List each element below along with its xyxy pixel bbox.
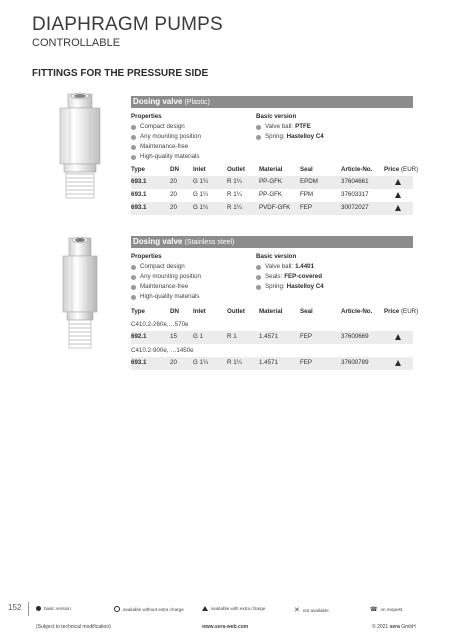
block2-title-bar bbox=[131, 236, 413, 248]
model-range-note: C410.2-900e, …1450e bbox=[131, 347, 194, 354]
bullet-icon bbox=[256, 135, 261, 140]
block1-basic-list bbox=[256, 122, 324, 142]
block1-basic-label: Basic version bbox=[256, 113, 297, 120]
model-range-note: C410.2-260e,…570e bbox=[131, 321, 189, 328]
legend-on-request: ☎ on request bbox=[370, 607, 403, 613]
plastic-dosing-valve-image bbox=[52, 90, 108, 210]
block2-title-material: (Stainless steel) bbox=[184, 239, 235, 246]
website-link[interactable]: www.sera-web.com bbox=[202, 624, 249, 630]
list-item: High-quality materials bbox=[131, 152, 201, 162]
block1-title-material: (Plastic) bbox=[184, 99, 210, 106]
bullet-icon bbox=[256, 265, 261, 270]
block1-title: Dosing valve bbox=[133, 97, 183, 106]
legend-without-extra-charge: available without extra charge bbox=[114, 606, 184, 612]
block1-properties-list bbox=[131, 122, 201, 162]
list-item: Spring: Hastelloy C4 bbox=[256, 282, 324, 292]
bullet-icon bbox=[131, 295, 136, 300]
block2-basic-label: Basic version bbox=[256, 253, 297, 260]
list-item: Any mounting position bbox=[131, 272, 201, 282]
list-item: Compact design bbox=[131, 262, 201, 272]
legend-basic-version: basic version bbox=[36, 606, 71, 611]
bullet-icon bbox=[256, 275, 261, 280]
bullet-icon bbox=[131, 145, 136, 150]
available-with-extra-charge-icon bbox=[395, 192, 401, 198]
block1-title-bar bbox=[131, 96, 413, 108]
bullet-icon bbox=[131, 135, 136, 140]
list-item: Maintenance-free bbox=[131, 142, 201, 152]
disclaimer: (Subject to technical modification) bbox=[36, 624, 111, 630]
legend-with-extra-charge: available with extra charge bbox=[202, 606, 265, 611]
table-header: Type DN Inlet Outlet Material Seal Article-No. Price (EUR) bbox=[131, 166, 419, 173]
footer-divider bbox=[28, 602, 29, 616]
block1-table bbox=[131, 164, 419, 215]
list-item: Maintenance-free bbox=[131, 282, 201, 292]
list-item: Valve ball: PTFE bbox=[256, 122, 324, 132]
bullet-icon bbox=[256, 125, 261, 130]
list-item: Any mounting position bbox=[131, 132, 201, 142]
list-item: High-quality materials bbox=[131, 292, 201, 302]
table-row: 693.1 20 G 1¼ R 1¼ PP-GFK FPM 37603317 bbox=[131, 189, 413, 202]
stainless-dosing-valve-image bbox=[55, 232, 105, 362]
block1-properties-label: Properties bbox=[131, 113, 162, 120]
block2-properties-label: Properties bbox=[131, 253, 162, 260]
section-title: FITTINGS FOR THE PRESSURE SIDE bbox=[32, 68, 209, 79]
cross-icon: ✕ bbox=[294, 607, 300, 614]
block2-table bbox=[131, 306, 419, 370]
block2-title: Dosing valve bbox=[133, 237, 183, 246]
bullet-icon bbox=[131, 125, 136, 130]
bullet-icon bbox=[131, 275, 136, 280]
table-row: 693.1 20 G 1¼ R 1¼ PP-GFK EPDM 37604661 bbox=[131, 176, 413, 189]
block2-basic-list bbox=[256, 262, 324, 292]
bullet-icon bbox=[131, 155, 136, 160]
table-row: 693.1 20 G 1¼ R 1¼ PVDF-GFK FEP 30072027 bbox=[131, 202, 413, 215]
page-number: 152 bbox=[8, 603, 22, 612]
list-item: Valve ball: 1.4401 bbox=[256, 262, 324, 272]
bullet-icon bbox=[131, 285, 136, 290]
phone-icon: ☎ bbox=[370, 607, 378, 613]
available-with-extra-charge-icon bbox=[395, 179, 401, 185]
legend-not-available: ✕ not available bbox=[294, 607, 329, 614]
triangle-icon bbox=[202, 606, 208, 611]
table-header: Type DN Inlet Outlet Material Seal Article-No. Price (EUR) bbox=[131, 308, 419, 315]
list-item: Compact design bbox=[131, 122, 201, 132]
available-with-extra-charge-icon bbox=[395, 334, 401, 340]
table-row: 693.1 20 G 1¼ R 1¼ 1.4571 FEP 37600789 bbox=[131, 357, 413, 370]
page-title: DIAPHRAGM PUMPS bbox=[32, 14, 223, 35]
bullet-icon bbox=[131, 265, 136, 270]
bullet-icon bbox=[256, 285, 261, 290]
block2-properties-list bbox=[131, 262, 201, 302]
page-subtitle: CONTROLLABLE bbox=[32, 37, 121, 49]
available-with-extra-charge-icon bbox=[395, 205, 401, 211]
open-circle-icon bbox=[114, 606, 120, 612]
available-with-extra-charge-icon bbox=[395, 360, 401, 366]
filled-circle-icon bbox=[36, 606, 41, 611]
list-item: Spring: Hastelloy C4 bbox=[256, 132, 324, 142]
list-item: Seals: FEP-covered bbox=[256, 272, 324, 282]
table-row: 692.1 15 G 1 R 1 1.4571 FEP 37600669 bbox=[131, 331, 413, 344]
copyright: © 2021 sera GmbH bbox=[372, 624, 416, 630]
